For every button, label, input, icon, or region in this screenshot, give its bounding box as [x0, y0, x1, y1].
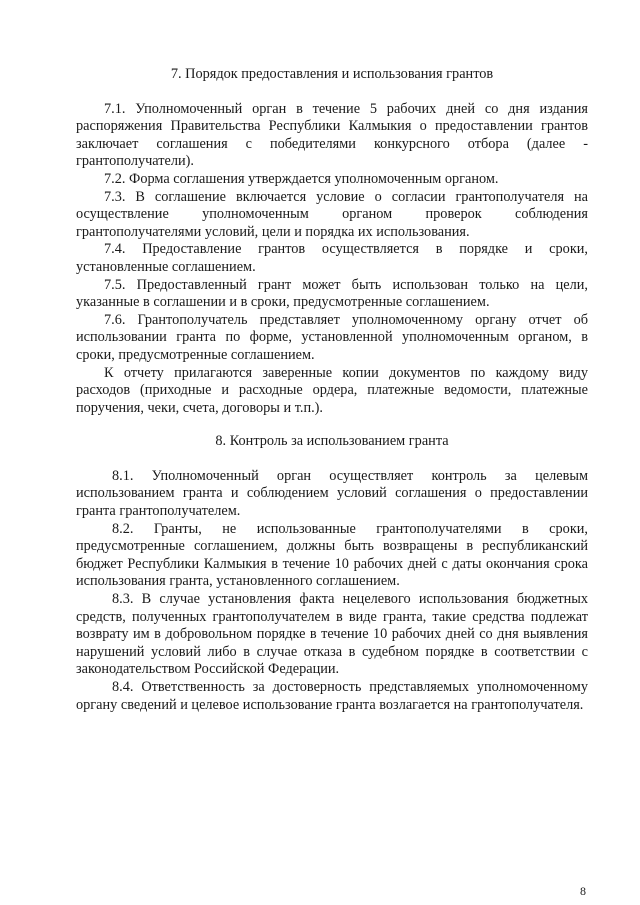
- section-8-heading: 8. Контроль за использованием гранта: [215, 433, 449, 450]
- paragraph-8-1: 8.1. Уполномоченный орган осуществляет контроль за целевым использованием гранта и соблюдением условий соглашения о предоставлении гранта грантополучателем.: [76, 467, 588, 520]
- paragraph-7-3: 7.3. В соглашение включается условие о согласии грантополучателя на осуществление уполномоченным органом проверок соблюдения грантополучателями условий, цели и порядка их использования.: [76, 188, 588, 240]
- paragraph-8-3: 8.3. В случае установления факта нецелевого использования бюджетных средств, полученных грантополучателем в виде гранта, такие средства подлежат возврату им в добровольном порядке в течение 10 рабочих дней со дня выявления нарушений условий либо в случае отказа в судебном порядке в соответствии с законодательством Российской Федерации.: [76, 591, 588, 678]
- paragraph-8-4: 8.4. Ответственность за достоверность представляемых уполномоченному органу сведений и целевое использование гранта возлагается на грантополучателя.: [76, 679, 588, 713]
- document-page: [76, 66, 588, 714]
- paragraph-report-attachments: К отчету прилагаются заверенные копии документов по каждому виду расходов (приходные и расходные ордера, платежные ведомости, платежные поручения, чеки, счета, договоры и т.п.).: [76, 364, 588, 416]
- paragraph-7-2: 7.2. Форма соглашения утверждается уполномоченным органом.: [104, 170, 499, 187]
- section-7-heading: 7. Порядок предоставления и использования грантов: [170, 66, 494, 82]
- paragraph-7-6: 7.6. Грантополучатель представляет уполномоченному органу отчет об использовании гранта по форме, установленной уполномоченным органом, в сроки, предусмотренные соглашением.: [76, 311, 588, 363]
- paragraph-7-4: 7.4. Предоставление грантов осуществляется в порядке и сроки, установленные соглашением.: [76, 241, 588, 275]
- paragraph-8-2: 8.2. Гранты, не использованные грантополучателями в сроки, предусмотренные соглашением, должны быть возвращены в республиканский бюджет Республики Калмыкия в течение 10 рабочих дней с даты окончания срока использования гранта, установленного соглашением.: [76, 520, 588, 590]
- paragraph-7-1: 7.1. Уполномоченный орган в течение 5 рабочих дней со дня издания распоряжения Правительства Республики Калмыкия о предоставлении грантов заключает соглашения с победителями конкурсного отбора (далее - грантополучатели).: [76, 100, 588, 170]
- paragraph-7-5: 7.5. Предоставленный грант может быть использован только на цели, указанные в соглашении и в сроки, предусмотренные соглашением.: [76, 276, 588, 311]
- page-number: 8: [580, 884, 586, 898]
